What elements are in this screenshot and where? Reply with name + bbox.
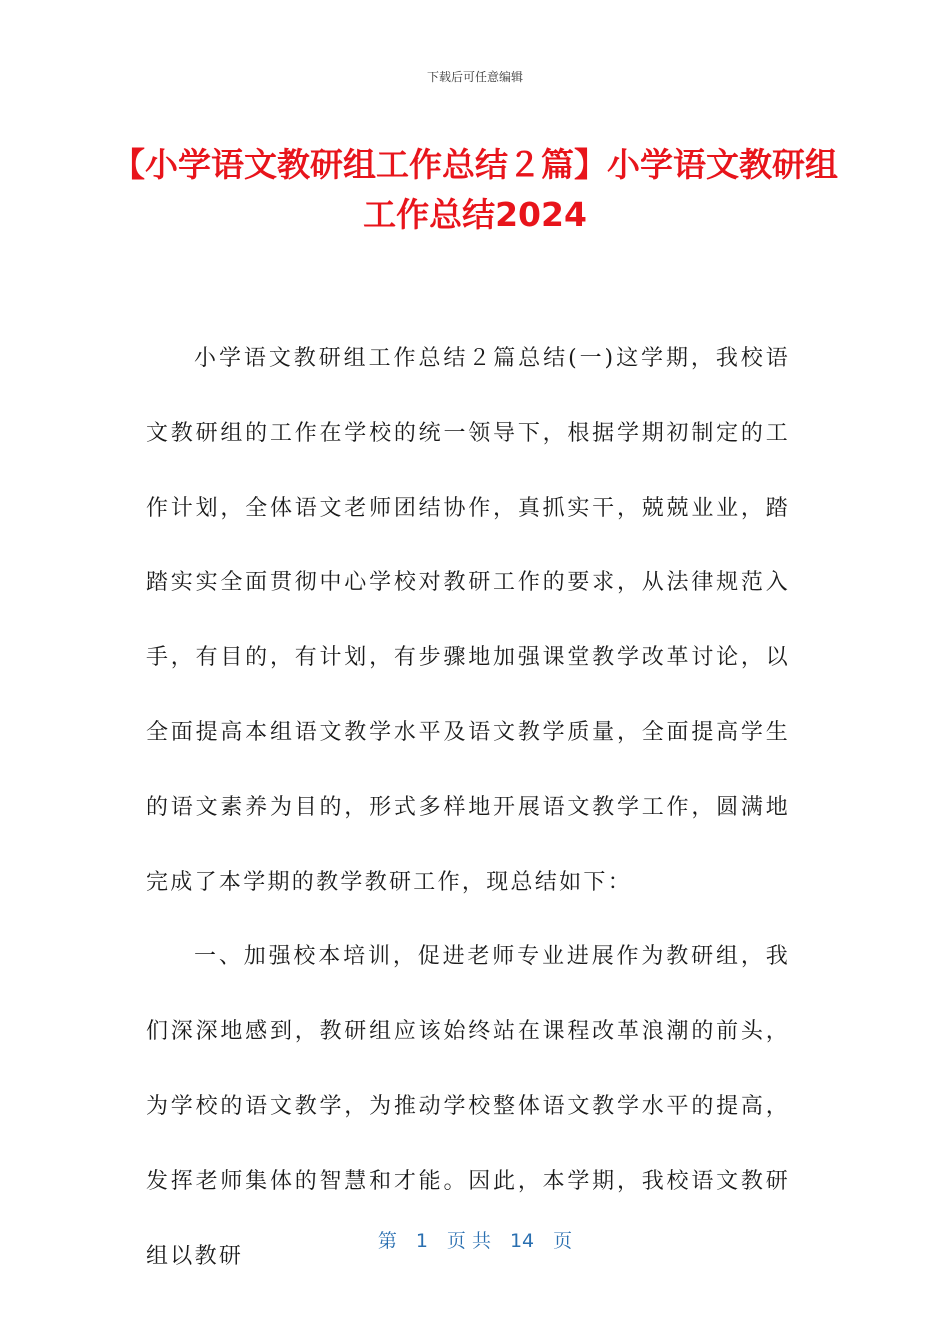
paragraph-2: 一、加强校本培训，促进老师专业进展作为教研组，我们深深地感到，教研组应该始终站在课程改革浪潮的前头，为学校的语文教学，为推动学校整体语文教学水平的提高，发挥老师集体的智慧和才能。因此，本学期，我校语文教研组以教研 (146, 944, 790, 1269)
paragraph-1: 小学语文教研组工作总结２篇总结(一)这学期，我校语文教研组的工作在学校的统一领导下，根据学期初制定的工作计划，全体语文老师团结协作，真抓实干，兢兢业业，踏踏实实全面贯彻中心学校对教研工作的要求，从法律规范入手，有目的，有计划，有步骤地加强课堂教学改革讨论，以全面提高本组语文教学水平及语文教学质量，全面提高学生的语文素养为目的，形式多样地开展语文教学工作，圆满地完成了本学期的教学教研工作，现总结如下： (146, 346, 790, 895)
page-number-footer: 第 1 页 共 14 页 (377, 1230, 573, 1252)
document-title: 【小学语文教研组工作总结２篇】小学语文教研组工作总结2024 (112, 145, 838, 234)
document-body (146, 322, 790, 1294)
header-note: 下载后可任意编辑 (426, 70, 523, 84)
